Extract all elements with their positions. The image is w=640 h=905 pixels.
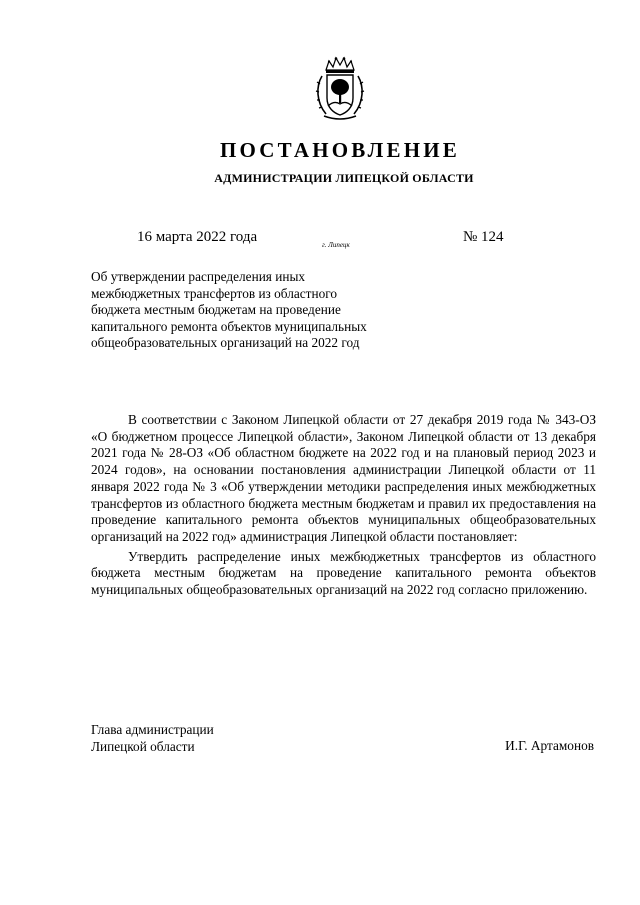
document-date: 16 марта 2022 года (137, 229, 258, 245)
subject-line: межбюджетных трансфертов из областного (91, 285, 338, 301)
subject-line: общеобразовательных организаций на 2022 год (91, 335, 360, 350)
issuer-name: АДМИНИСТРАЦИИ ЛИПЕЦКОЙ ОБЛАСТИ (214, 171, 474, 185)
body-paragraph: Утвердить распределение иных межбюджетных трансфертов из областного бюджета местным бюджетам на проведение капитального ремонта объектов муниципальных общеобразовательных организаций на 2022 год согласно приложению. (91, 548, 596, 598)
subject-line: Об утверждении распределения иных (91, 269, 306, 284)
signatory-title (91, 721, 214, 755)
document-city: г. Липецк (322, 241, 350, 249)
signatory-title-line: Глава администрации (91, 722, 214, 737)
body-paragraph: В соответствии с Законом Липецкой области от 27 декабря 2019 года № 343-ОЗ «О бюджетном процессе Липецкой области», Законом Липецкой области от 13 декабря 2021 года № 28-ОЗ «Об областном бюджете на 2022 год и на плановый период 2023 и 2024 годов», на основании постановления администрации Липецкой области от 11 января 2022 года № 3 «Об утверждении методики распределения иных межбюджетных трансфертов из областного бюджета местным бюджетам и правил их предоставления на проведение капитального ремонта объектов муниципальных общеобразовательных организаций на 2022 год» администрация Липецкой области постановляет: (91, 412, 596, 544)
document-number: № 124 (463, 229, 504, 245)
lipetsk-coat-of-arms-icon (312, 56, 368, 122)
document-type-title: ПОСТАНОВЛЕНИЕ (219, 138, 461, 162)
document-body (91, 412, 596, 602)
signatory-title-line: Липецкой области (91, 739, 195, 754)
subject-line: капитального ремонта объектов муниципальных (91, 318, 367, 334)
signatory-name: И.Г. Артамонов (505, 738, 594, 753)
document-subject (91, 269, 421, 352)
subject-line: бюджета местным бюджетам на проведение (91, 302, 341, 317)
